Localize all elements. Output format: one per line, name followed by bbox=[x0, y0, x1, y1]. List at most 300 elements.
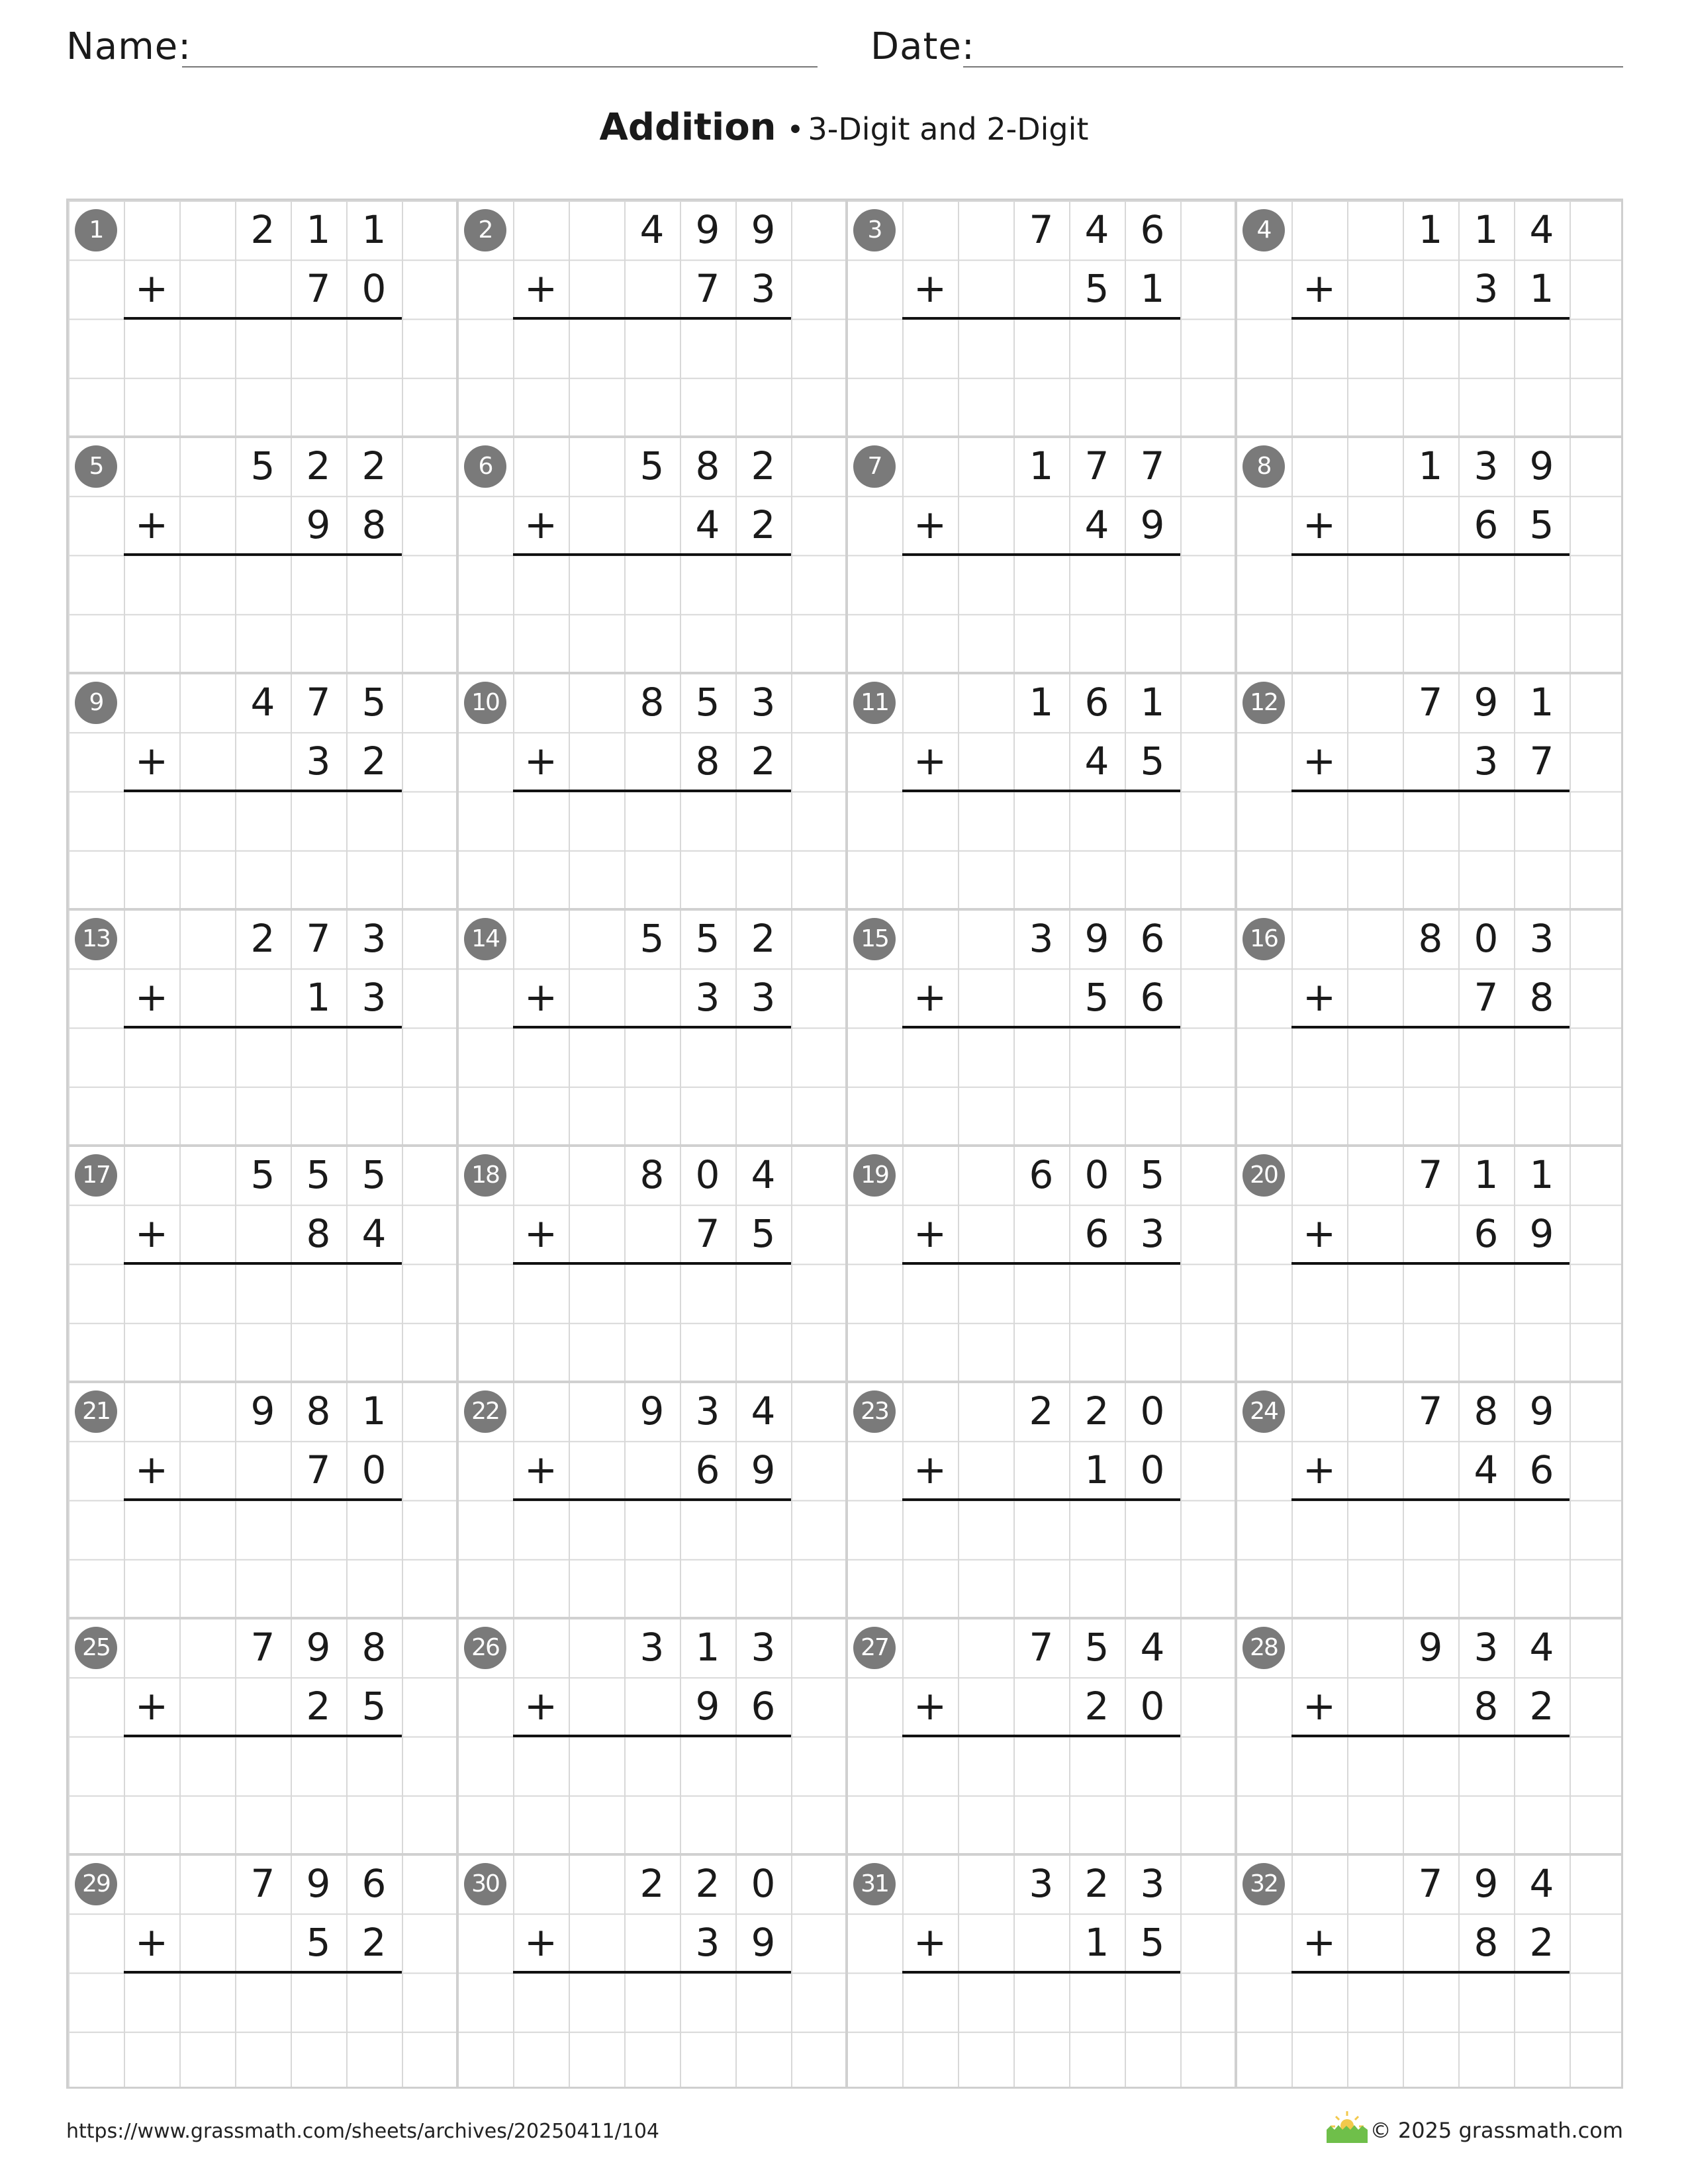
bottom-digit: 5 bbox=[1140, 739, 1165, 784]
bottom-digit: 3 bbox=[361, 975, 387, 1021]
top-digit: 5 bbox=[1084, 1625, 1109, 1670]
top-digit: 1 bbox=[1529, 680, 1554, 725]
bottom-digit: 4 bbox=[1474, 1447, 1499, 1493]
bottom-digit: 5 bbox=[361, 1684, 387, 1729]
footer-copyright: © 2025 grassmath.com bbox=[1370, 2118, 1623, 2143]
plus-sign: + bbox=[913, 1919, 947, 1966]
plus-sign: + bbox=[1302, 1683, 1336, 1729]
top-digit: 7 bbox=[1418, 1152, 1443, 1197]
top-digit: 2 bbox=[695, 1861, 720, 1906]
plus-sign: + bbox=[1302, 1919, 1336, 1966]
problem-2 bbox=[457, 201, 847, 437]
problem-number-badge: 23 bbox=[853, 1390, 896, 1433]
plus-sign: + bbox=[134, 1919, 169, 1966]
top-digit: 2 bbox=[361, 443, 387, 488]
top-digit: 5 bbox=[250, 443, 275, 488]
problem-number-badge: 31 bbox=[853, 1863, 896, 1905]
bottom-digit: 3 bbox=[751, 266, 776, 312]
top-digit: 5 bbox=[250, 1152, 275, 1197]
top-digit: 1 bbox=[1418, 207, 1443, 252]
bottom-digit: 6 bbox=[1084, 1211, 1109, 1257]
problem-15 bbox=[847, 909, 1236, 1146]
date-line[interactable] bbox=[963, 66, 1623, 68]
top-digit: 1 bbox=[1529, 1152, 1554, 1197]
top-digit: 9 bbox=[639, 1388, 665, 1433]
problem-32 bbox=[1236, 1854, 1625, 2091]
problem-19 bbox=[847, 1146, 1236, 1382]
answer-area[interactable] bbox=[124, 555, 402, 674]
problem-9 bbox=[68, 673, 457, 909]
bottom-digit: 4 bbox=[1084, 502, 1109, 548]
answer-area[interactable] bbox=[124, 1028, 402, 1146]
top-digit: 8 bbox=[639, 1152, 665, 1197]
worksheet-title bbox=[0, 106, 1688, 149]
problem-number-badge: 10 bbox=[464, 682, 506, 724]
top-digit: 9 bbox=[1084, 916, 1109, 961]
answer-area[interactable] bbox=[902, 1973, 1180, 2091]
bottom-digit: 6 bbox=[1529, 1447, 1554, 1493]
problem-number-badge: 27 bbox=[853, 1627, 896, 1669]
answer-area[interactable] bbox=[1291, 1737, 1570, 1855]
problem-number-badge: 18 bbox=[464, 1154, 506, 1197]
name-label: Name: bbox=[66, 25, 192, 68]
top-digit: 8 bbox=[639, 680, 665, 725]
top-digit: 3 bbox=[751, 1625, 776, 1670]
bottom-digit: 9 bbox=[306, 502, 331, 548]
plus-sign: + bbox=[1302, 1447, 1336, 1493]
top-digit: 3 bbox=[751, 680, 776, 725]
top-digit: 7 bbox=[306, 680, 331, 725]
problem-number-badge: 16 bbox=[1243, 918, 1285, 960]
top-digit: 2 bbox=[1084, 1388, 1109, 1433]
answer-area[interactable] bbox=[124, 1973, 402, 2091]
top-digit: 7 bbox=[250, 1625, 275, 1670]
answer-area[interactable] bbox=[1291, 1973, 1570, 2091]
plus-sign: + bbox=[524, 974, 558, 1021]
problem-22 bbox=[457, 1382, 847, 1618]
top-digit: 6 bbox=[1084, 680, 1109, 725]
top-digit: 7 bbox=[1418, 680, 1443, 725]
bottom-digit: 1 bbox=[306, 975, 331, 1021]
top-digit: 3 bbox=[361, 916, 387, 961]
plus-sign: + bbox=[134, 502, 169, 548]
top-digit: 9 bbox=[1474, 1861, 1499, 1906]
plus-sign: + bbox=[524, 265, 558, 312]
top-digit: 9 bbox=[1529, 443, 1554, 488]
bottom-digit: 5 bbox=[306, 1920, 331, 1966]
answer-area[interactable] bbox=[902, 319, 1180, 437]
top-digit: 2 bbox=[1029, 1388, 1054, 1433]
bottom-digit: 2 bbox=[1529, 1684, 1554, 1729]
problem-number-badge: 13 bbox=[75, 918, 117, 960]
top-digit: 5 bbox=[639, 443, 665, 488]
bottom-digit: 2 bbox=[361, 739, 387, 784]
problem-number-badge: 19 bbox=[853, 1154, 896, 1197]
plus-sign: + bbox=[913, 1683, 947, 1729]
bottom-digit: 7 bbox=[695, 266, 720, 312]
top-digit: 1 bbox=[1474, 207, 1499, 252]
problem-number-badge: 3 bbox=[853, 209, 896, 251]
top-digit: 3 bbox=[1529, 916, 1554, 961]
top-digit: 0 bbox=[1140, 1388, 1165, 1433]
problem-number-badge: 15 bbox=[853, 918, 896, 960]
problem-28 bbox=[1236, 1618, 1625, 1854]
top-digit: 2 bbox=[751, 443, 776, 488]
bottom-digit: 4 bbox=[695, 502, 720, 548]
top-digit: 3 bbox=[1474, 1625, 1499, 1670]
top-digit: 7 bbox=[250, 1861, 275, 1906]
answer-area[interactable] bbox=[513, 319, 791, 437]
top-digit: 0 bbox=[1084, 1152, 1109, 1197]
answer-area[interactable] bbox=[124, 1264, 402, 1383]
answer-area[interactable] bbox=[124, 1500, 402, 1619]
answer-area[interactable] bbox=[1291, 1028, 1570, 1146]
date-label: Date: bbox=[870, 25, 975, 68]
problem-13 bbox=[68, 909, 457, 1146]
bottom-digit: 8 bbox=[1529, 975, 1554, 1021]
problem-number-badge: 12 bbox=[1243, 682, 1285, 724]
bottom-digit: 5 bbox=[1529, 502, 1554, 548]
plus-sign: + bbox=[913, 974, 947, 1021]
plus-sign: + bbox=[1302, 974, 1336, 1021]
top-digit: 4 bbox=[250, 680, 275, 725]
problem-number-badge: 21 bbox=[75, 1390, 117, 1433]
problem-number-badge: 14 bbox=[464, 918, 506, 960]
bottom-digit: 5 bbox=[1084, 266, 1109, 312]
problem-7 bbox=[847, 437, 1236, 673]
top-digit: 4 bbox=[1529, 1861, 1554, 1906]
top-digit: 5 bbox=[1140, 1152, 1165, 1197]
top-digit: 7 bbox=[1418, 1388, 1443, 1433]
problem-number-badge: 30 bbox=[464, 1863, 506, 1905]
footer-url: https://www.grassmath.com/sheets/archives/20250411/104 bbox=[66, 2120, 660, 2143]
top-digit: 3 bbox=[695, 1388, 720, 1433]
problem-23 bbox=[847, 1382, 1236, 1618]
top-digit: 9 bbox=[1529, 1388, 1554, 1433]
top-digit: 8 bbox=[1474, 1388, 1499, 1433]
top-digit: 9 bbox=[751, 207, 776, 252]
top-digit: 9 bbox=[1474, 680, 1499, 725]
bottom-digit: 2 bbox=[751, 502, 776, 548]
top-digit: 1 bbox=[361, 207, 387, 252]
bottom-digit: 7 bbox=[306, 1447, 331, 1493]
title-main: Addition bbox=[599, 106, 776, 149]
bottom-digit: 9 bbox=[695, 1684, 720, 1729]
bottom-digit: 2 bbox=[1084, 1684, 1109, 1729]
answer-area[interactable] bbox=[902, 1028, 1180, 1146]
problem-30 bbox=[457, 1854, 847, 2091]
bottom-digit: 2 bbox=[361, 1920, 387, 1966]
bottom-digit: 2 bbox=[306, 1684, 331, 1729]
problem-number-badge: 2 bbox=[464, 209, 506, 251]
top-digit: 9 bbox=[306, 1625, 331, 1670]
top-digit: 9 bbox=[306, 1861, 331, 1906]
plus-sign: + bbox=[524, 1210, 558, 1257]
problem-number-badge: 24 bbox=[1243, 1390, 1285, 1433]
bottom-digit: 6 bbox=[1474, 1211, 1499, 1257]
top-digit: 7 bbox=[1418, 1861, 1443, 1906]
problem-27 bbox=[847, 1618, 1236, 1854]
problem-number-badge: 9 bbox=[75, 682, 117, 724]
top-digit: 1 bbox=[1029, 443, 1054, 488]
answer-area[interactable] bbox=[902, 555, 1180, 674]
bottom-digit: 5 bbox=[751, 1211, 776, 1257]
answer-area[interactable] bbox=[513, 1973, 791, 2091]
answer-area[interactable] bbox=[902, 792, 1180, 910]
top-digit: 2 bbox=[250, 916, 275, 961]
top-digit: 5 bbox=[639, 916, 665, 961]
problem-number-badge: 32 bbox=[1243, 1863, 1285, 1905]
bottom-digit: 0 bbox=[361, 266, 387, 312]
top-digit: 8 bbox=[695, 443, 720, 488]
top-digit: 3 bbox=[639, 1625, 665, 1670]
top-digit: 9 bbox=[695, 207, 720, 252]
top-digit: 9 bbox=[1418, 1625, 1443, 1670]
problem-number-badge: 17 bbox=[75, 1154, 117, 1197]
problem-12 bbox=[1236, 673, 1625, 909]
top-digit: 7 bbox=[1029, 1625, 1054, 1670]
top-digit: 0 bbox=[1474, 916, 1499, 961]
answer-area[interactable] bbox=[1291, 1264, 1570, 1383]
top-digit: 9 bbox=[250, 1388, 275, 1433]
top-digit: 4 bbox=[1529, 207, 1554, 252]
bottom-digit: 2 bbox=[1529, 1920, 1554, 1966]
top-digit: 4 bbox=[751, 1388, 776, 1433]
bottom-digit: 7 bbox=[695, 1211, 720, 1257]
top-digit: 5 bbox=[695, 680, 720, 725]
name-line[interactable] bbox=[182, 66, 818, 68]
problem-number-badge: 6 bbox=[464, 445, 506, 488]
problem-29 bbox=[68, 1854, 457, 2091]
bottom-digit: 3 bbox=[1474, 266, 1499, 312]
top-digit: 5 bbox=[306, 1152, 331, 1197]
problem-1 bbox=[68, 201, 457, 437]
top-digit: 6 bbox=[361, 1861, 387, 1906]
top-digit: 1 bbox=[306, 207, 331, 252]
answer-area[interactable] bbox=[124, 319, 402, 437]
bottom-digit: 1 bbox=[1529, 266, 1554, 312]
problem-5 bbox=[68, 437, 457, 673]
answer-area[interactable] bbox=[513, 555, 791, 674]
answer-area[interactable] bbox=[513, 1737, 791, 1855]
bottom-digit: 7 bbox=[1529, 739, 1554, 784]
problem-number-badge: 4 bbox=[1243, 209, 1285, 251]
bottom-digit: 9 bbox=[751, 1447, 776, 1493]
top-digit: 6 bbox=[1140, 916, 1165, 961]
bottom-digit: 3 bbox=[1474, 739, 1499, 784]
bottom-digit: 3 bbox=[695, 1920, 720, 1966]
top-digit: 1 bbox=[1029, 680, 1054, 725]
answer-area[interactable] bbox=[513, 1264, 791, 1383]
bottom-digit: 7 bbox=[306, 266, 331, 312]
problem-25 bbox=[68, 1618, 457, 1854]
plus-sign: + bbox=[134, 738, 169, 784]
problem-17 bbox=[68, 1146, 457, 1382]
plus-sign: + bbox=[524, 502, 558, 548]
top-digit: 1 bbox=[1140, 680, 1165, 725]
problem-number-badge: 5 bbox=[75, 445, 117, 488]
plus-sign: + bbox=[1302, 265, 1336, 312]
top-digit: 2 bbox=[639, 1861, 665, 1906]
top-digit: 2 bbox=[751, 916, 776, 961]
problem-21 bbox=[68, 1382, 457, 1618]
bottom-digit: 9 bbox=[1140, 502, 1165, 548]
top-digit: 4 bbox=[1140, 1625, 1165, 1670]
plus-sign: + bbox=[1302, 1210, 1336, 1257]
answer-area[interactable] bbox=[902, 1500, 1180, 1619]
answer-area[interactable] bbox=[902, 1264, 1180, 1383]
bottom-digit: 1 bbox=[1084, 1920, 1109, 1966]
bottom-digit: 7 bbox=[1474, 975, 1499, 1021]
top-digit: 3 bbox=[1140, 1861, 1165, 1906]
top-digit: 4 bbox=[639, 207, 665, 252]
top-digit: 0 bbox=[695, 1152, 720, 1197]
bottom-digit: 8 bbox=[695, 739, 720, 784]
bottom-digit: 9 bbox=[751, 1920, 776, 1966]
problem-number-badge: 22 bbox=[464, 1390, 506, 1433]
bottom-digit: 6 bbox=[751, 1684, 776, 1729]
answer-area[interactable] bbox=[1291, 1500, 1570, 1619]
problem-number-badge: 7 bbox=[853, 445, 896, 488]
sun-over-grass-icon bbox=[1324, 2109, 1370, 2144]
title-bullet: • bbox=[786, 113, 804, 147]
top-digit: 1 bbox=[1474, 1152, 1499, 1197]
problem-18 bbox=[457, 1146, 847, 1382]
problem-number-badge: 29 bbox=[75, 1863, 117, 1905]
top-digit: 5 bbox=[695, 916, 720, 961]
plus-sign: + bbox=[134, 1210, 169, 1257]
plus-sign: + bbox=[524, 1683, 558, 1729]
answer-area[interactable] bbox=[513, 792, 791, 910]
bottom-digit: 8 bbox=[1474, 1684, 1499, 1729]
bottom-digit: 1 bbox=[1140, 266, 1165, 312]
problem-14 bbox=[457, 909, 847, 1146]
problem-number-badge: 11 bbox=[853, 682, 896, 724]
bottom-digit: 8 bbox=[306, 1211, 331, 1257]
top-digit: 7 bbox=[306, 916, 331, 961]
top-digit: 3 bbox=[1029, 916, 1054, 961]
problem-number-badge: 28 bbox=[1243, 1627, 1285, 1669]
top-digit: 4 bbox=[1084, 207, 1109, 252]
plus-sign: + bbox=[134, 1447, 169, 1493]
bottom-digit: 3 bbox=[1140, 1211, 1165, 1257]
top-digit: 0 bbox=[751, 1861, 776, 1906]
bottom-digit: 3 bbox=[306, 739, 331, 784]
problem-number-badge: 25 bbox=[75, 1627, 117, 1669]
plus-sign: + bbox=[1302, 502, 1336, 548]
top-digit: 2 bbox=[1084, 1861, 1109, 1906]
problem-31 bbox=[847, 1854, 1236, 2091]
problem-number-badge: 8 bbox=[1243, 445, 1285, 488]
bottom-digit: 0 bbox=[1140, 1684, 1165, 1729]
problem-11 bbox=[847, 673, 1236, 909]
bottom-digit: 8 bbox=[361, 502, 387, 548]
top-digit: 2 bbox=[306, 443, 331, 488]
bottom-digit: 2 bbox=[751, 739, 776, 784]
top-digit: 6 bbox=[1140, 207, 1165, 252]
problem-20 bbox=[1236, 1146, 1625, 1382]
top-digit: 1 bbox=[1418, 443, 1443, 488]
plus-sign: + bbox=[134, 1683, 169, 1729]
top-digit: 6 bbox=[1029, 1152, 1054, 1197]
top-digit: 7 bbox=[1140, 443, 1165, 488]
plus-sign: + bbox=[913, 738, 947, 784]
top-digit: 2 bbox=[250, 207, 275, 252]
bottom-digit: 8 bbox=[1474, 1920, 1499, 1966]
bottom-digit: 5 bbox=[1140, 1920, 1165, 1966]
plus-sign: + bbox=[913, 265, 947, 312]
answer-area[interactable] bbox=[902, 1737, 1180, 1855]
answer-area[interactable] bbox=[1291, 792, 1570, 910]
bottom-digit: 3 bbox=[751, 975, 776, 1021]
bottom-digit: 6 bbox=[1474, 502, 1499, 548]
bottom-digit: 4 bbox=[361, 1211, 387, 1257]
plus-sign: + bbox=[134, 265, 169, 312]
bottom-digit: 6 bbox=[695, 1447, 720, 1493]
plus-sign: + bbox=[913, 1447, 947, 1493]
problem-16 bbox=[1236, 909, 1625, 1146]
problem-10 bbox=[457, 673, 847, 909]
problem-6 bbox=[457, 437, 847, 673]
top-digit: 5 bbox=[361, 680, 387, 725]
answer-area[interactable] bbox=[1291, 319, 1570, 437]
plus-sign: + bbox=[913, 502, 947, 548]
bottom-digit: 0 bbox=[1140, 1447, 1165, 1493]
bottom-digit: 5 bbox=[1084, 975, 1109, 1021]
problem-3 bbox=[847, 201, 1236, 437]
bottom-digit: 1 bbox=[1084, 1447, 1109, 1493]
top-digit: 1 bbox=[695, 1625, 720, 1670]
problem-number-badge: 1 bbox=[75, 209, 117, 251]
plus-sign: + bbox=[524, 1919, 558, 1966]
top-digit: 3 bbox=[1029, 1861, 1054, 1906]
answer-area[interactable] bbox=[124, 792, 402, 910]
top-digit: 7 bbox=[1084, 443, 1109, 488]
top-digit: 8 bbox=[1418, 916, 1443, 961]
answer-area[interactable] bbox=[124, 1737, 402, 1855]
problem-26 bbox=[457, 1618, 847, 1854]
plus-sign: + bbox=[524, 1447, 558, 1493]
answer-area[interactable] bbox=[513, 1028, 791, 1146]
top-digit: 1 bbox=[361, 1388, 387, 1433]
bottom-digit: 0 bbox=[361, 1447, 387, 1493]
bottom-digit: 6 bbox=[1140, 975, 1165, 1021]
problem-8 bbox=[1236, 437, 1625, 673]
problem-number-badge: 26 bbox=[464, 1627, 506, 1669]
bottom-digit: 4 bbox=[1084, 739, 1109, 784]
plus-sign: + bbox=[1302, 738, 1336, 784]
top-digit: 5 bbox=[361, 1152, 387, 1197]
problem-grid bbox=[66, 199, 1623, 2089]
top-digit: 8 bbox=[306, 1388, 331, 1433]
top-digit: 3 bbox=[1474, 443, 1499, 488]
top-digit: 4 bbox=[1529, 1625, 1554, 1670]
top-digit: 4 bbox=[751, 1152, 776, 1197]
bottom-digit: 9 bbox=[1529, 1211, 1554, 1257]
bottom-digit: 3 bbox=[695, 975, 720, 1021]
answer-area[interactable] bbox=[1291, 555, 1570, 674]
plus-sign: + bbox=[913, 1210, 947, 1257]
plus-sign: + bbox=[134, 974, 169, 1021]
top-digit: 8 bbox=[361, 1625, 387, 1670]
problem-number-badge: 20 bbox=[1243, 1154, 1285, 1197]
answer-area[interactable] bbox=[513, 1500, 791, 1619]
top-digit: 7 bbox=[1029, 207, 1054, 252]
plus-sign: + bbox=[524, 738, 558, 784]
title-subtitle: 3-Digit and 2-Digit bbox=[808, 111, 1089, 147]
problem-24 bbox=[1236, 1382, 1625, 1618]
problem-4 bbox=[1236, 201, 1625, 437]
